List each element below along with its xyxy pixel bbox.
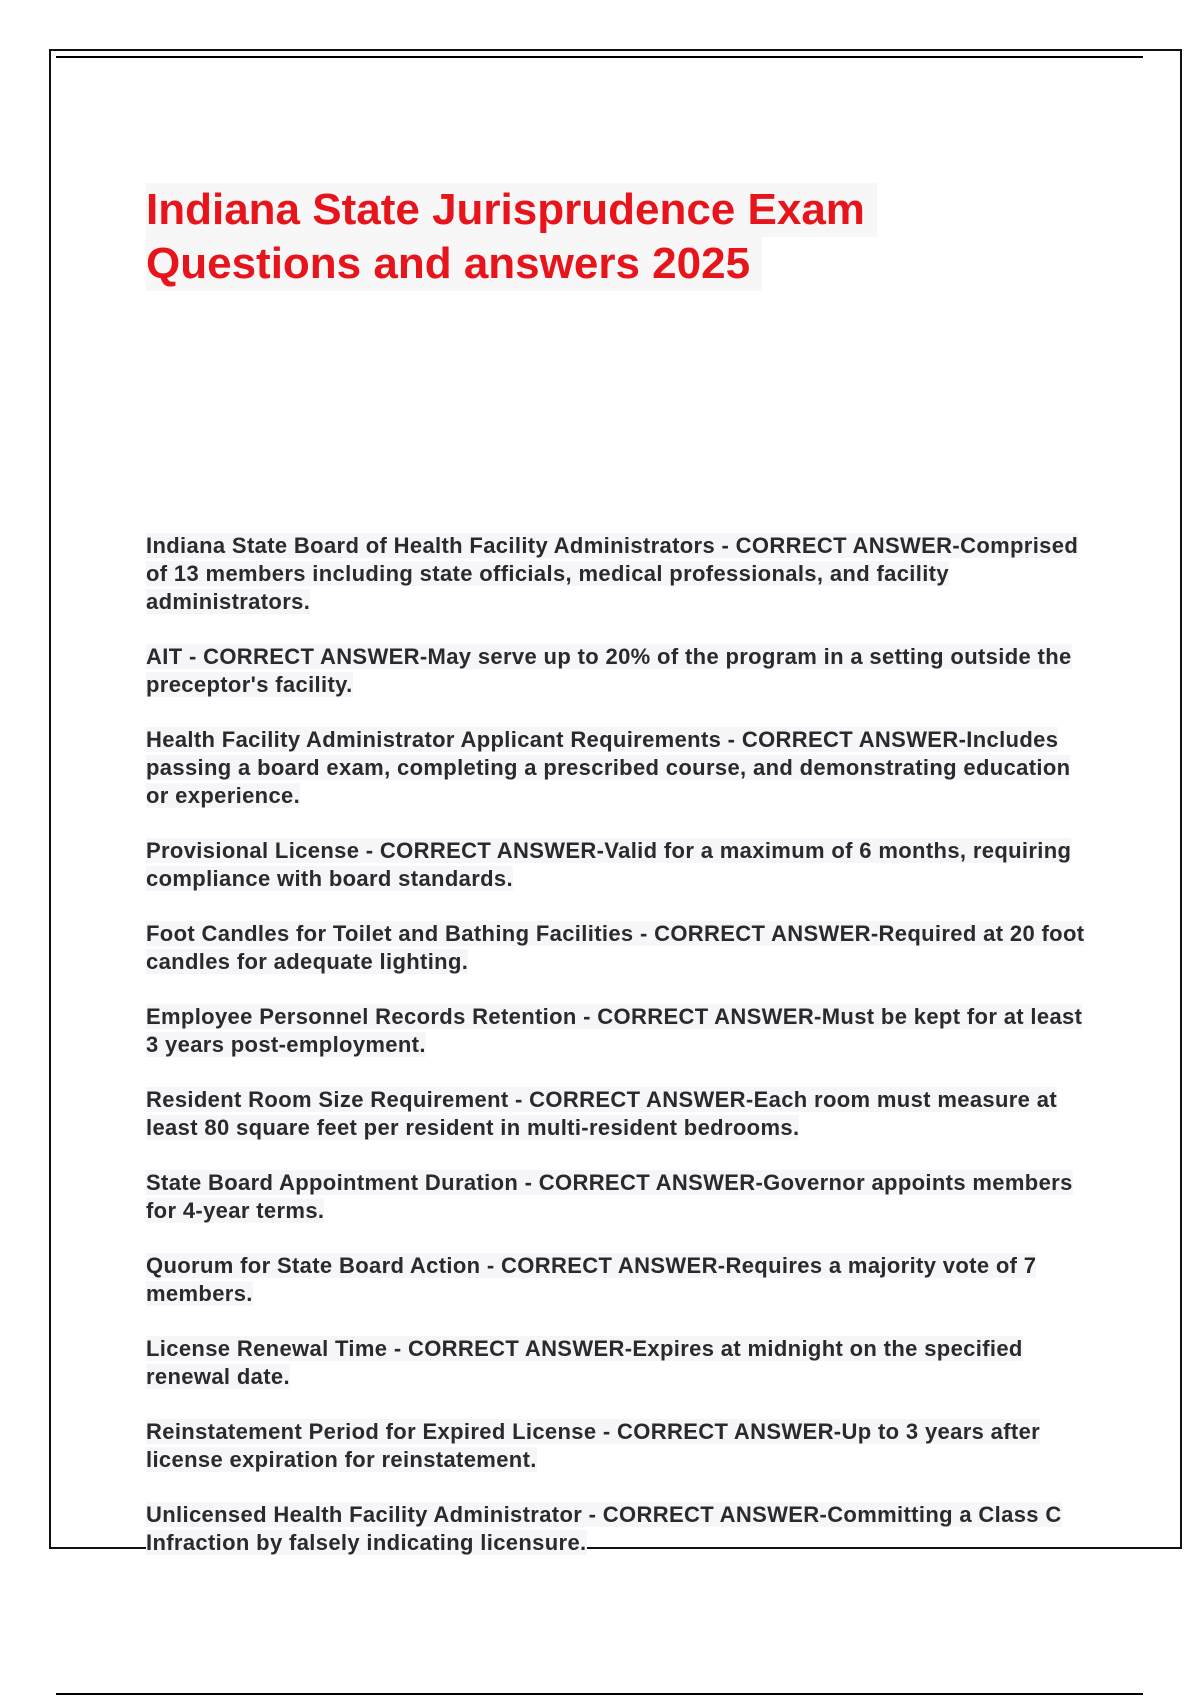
- qa-text: License Renewal Time - CORRECT ANSWER-Expires at midnight on the specified renewal date.: [146, 1336, 1023, 1389]
- qa-item: [146, 1252, 1096, 1308]
- qa-item: [146, 532, 1096, 616]
- qa-text: Reinstatement Period for Expired License - CORRECT ANSWER-Up to 3 years after license expiration for reinstatement.: [146, 1419, 1041, 1472]
- document-title: [146, 183, 877, 291]
- qa-text: Health Facility Administrator Applicant Requirements - CORRECT ANSWER-Includes passing a board exam, completing a prescribed course, and demonstrating education or experience.: [146, 727, 1071, 808]
- qa-item: [146, 1418, 1096, 1474]
- qa-text: Employee Personnel Records Retention - CORRECT ANSWER-Must be kept for at least 3 years post-employment.: [146, 1004, 1083, 1057]
- bottom-rule: [56, 1693, 1143, 1695]
- qa-item: [146, 1169, 1096, 1225]
- qa-item: [146, 920, 1096, 976]
- qa-text: Unlicensed Health Facility Administrator - CORRECT ANSWER-Committing a Class C Infraction by falsely indicating licensure.: [146, 1502, 1062, 1555]
- qa-item: [146, 1501, 1096, 1557]
- qa-text: State Board Appointment Duration - CORRECT ANSWER-Governor appoints members for 4-year terms.: [146, 1170, 1073, 1223]
- qa-text: AIT - CORRECT ANSWER-May serve up to 20% of the program in a setting outside the preceptor's facility.: [146, 644, 1072, 697]
- qa-text: Quorum for State Board Action - CORRECT ANSWER-Requires a majority vote of 7 members.: [146, 1253, 1037, 1306]
- qa-item: [146, 1003, 1096, 1059]
- qa-text: Foot Candles for Toilet and Bathing Facilities - CORRECT ANSWER-Required at 20 foot candles for adequate lighting.: [146, 921, 1085, 974]
- title-line-1: Indiana State Jurisprudence Exam: [146, 183, 877, 237]
- qa-item: [146, 837, 1096, 893]
- qa-text: Indiana State Board of Health Facility Administrators - CORRECT ANSWER-Comprised of 13 members including state officials, medical professionals, and facility administrators.: [146, 533, 1079, 614]
- qa-item: [146, 1086, 1096, 1142]
- qa-list: [146, 532, 1096, 1557]
- qa-text: Provisional License - CORRECT ANSWER-Valid for a maximum of 6 months, requiring compliance with board standards.: [146, 838, 1072, 891]
- qa-item: [146, 726, 1096, 810]
- qa-text: Resident Room Size Requirement - CORRECT ANSWER-Each room must measure at least 80 square feet per resident in multi-resident bedrooms.: [146, 1087, 1057, 1140]
- qa-item: [146, 643, 1096, 699]
- qa-item: [146, 1335, 1096, 1391]
- title-line-2: Questions and answers 2025: [146, 237, 762, 291]
